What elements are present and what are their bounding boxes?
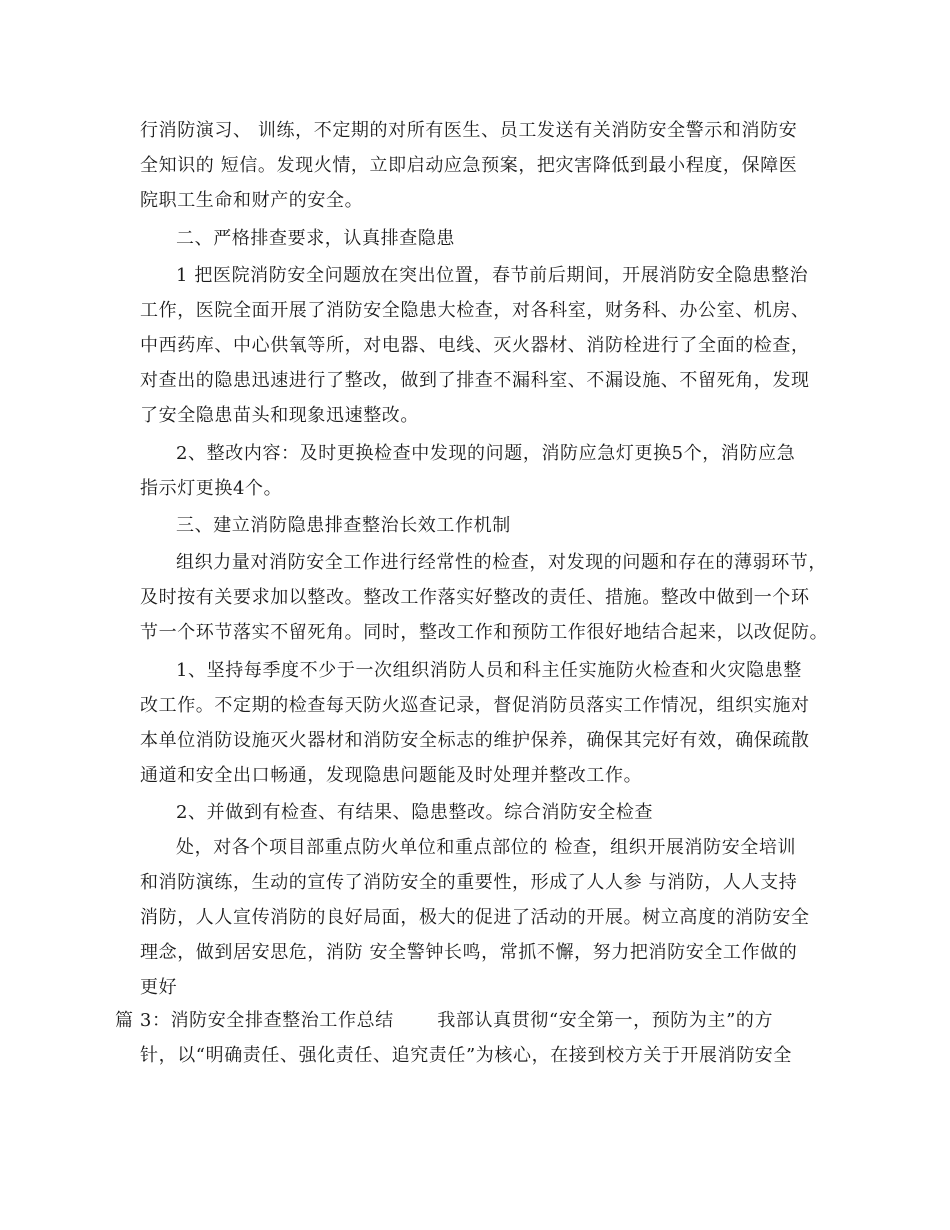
text-line: 理念，做到居安思危，消防 安全警钟长鸣，常抓不懈，努力把消防安全工作做的 bbox=[140, 942, 798, 963]
text-line: 指示灯更换4个。 bbox=[140, 478, 283, 499]
text-line: 2、整改内容：及时更换检查中发现的问题，消防应急灯更换5个，消防应急 bbox=[176, 443, 796, 464]
chapter-title-line: 篇 3：消防安全排查整治工作总结 我部认真贯彻“安全第一，预防为主”的方 bbox=[115, 1010, 774, 1031]
text-line: 对查出的隐患迅速进行了整改，做到了排查不漏科室、不漏设施、不留死角，发现 bbox=[140, 370, 810, 391]
text-line: 行消防演习、 训练，不定期的对所有医生、员工发送有关消防安全警示和消防安 bbox=[140, 120, 798, 141]
text-line: 组织力量对消防安全工作进行经常性的检查，对发现的问题和存在的薄弱环节， bbox=[176, 552, 827, 573]
section-heading: 三、建立消防隐患排查整治长效工作机制 bbox=[176, 515, 511, 536]
text-line: 和消防演练，生动的宣传了消防安全的重要性，形成了人人参 与消防，人人支持 bbox=[140, 872, 798, 893]
text-line: 更好 bbox=[140, 977, 178, 998]
text-line: 中西药库、中心供氧等所，对电器、电线、灭火器材、消防栓进行了全面的检查， bbox=[140, 335, 810, 356]
text-line: 节一个环节落实不留死角。同时，整改工作和预防工作很好地结合起来，以改促防。 bbox=[140, 622, 829, 643]
text-line: 及时按有关要求加以整改。整改工作落实好整改的责任、措施。整改中做到一个环 bbox=[140, 587, 810, 608]
text-line: 院职工生命和财产的安全。 bbox=[140, 190, 364, 211]
text-line: 1 把医院消防安全问题放在突出位置，春节前后期间，开展消防安全隐患整治 bbox=[176, 265, 809, 286]
text-line: 1、坚持每季度不少于一次组织消防人员和科主任实施防火检查和火灾隐患整 bbox=[176, 660, 802, 681]
section-heading: 二、严格排查要求，认真排查隐患 bbox=[176, 228, 455, 249]
text-line: 本单位消防设施灭火器材和消防安全标志的维护保养，确保其完好有效，确保疏散 bbox=[140, 730, 810, 751]
text-line: 消防，人人宣传消防的良好局面，极大的促进了活动的开展。树立高度的消防安全 bbox=[140, 907, 810, 928]
text-line: 改工作。不定期的检查每天防火巡查记录，督促消防员落实工作情况，组织实施对 bbox=[140, 695, 810, 716]
text-line: 处，对各个项目部重点防火单位和重点部位的 检查，组织开展消防安全培训 bbox=[176, 837, 797, 858]
text-line: 通道和安全出口畅通，发现隐患问题能及时处理并整改工作。 bbox=[140, 765, 643, 786]
text-line: 全知识的 短信。发现火情，立即启动应急预案，把灾害降低到最小程度，保障医 bbox=[140, 155, 798, 176]
text-line: 了安全隐患苗头和现象迅速整改。 bbox=[140, 405, 419, 426]
text-line: 工作，医院全面开展了消防安全隐患大检查，对各科室，财务科、办公室、机房、 bbox=[140, 300, 810, 321]
text-line: 2、并做到有检查、有结果、隐患整改。综合消防安全检查 bbox=[176, 802, 654, 823]
text-line: 针，以“明确责任、强化责任、追究责任”为核心，在接到校方关于开展消防安全 bbox=[140, 1045, 793, 1066]
